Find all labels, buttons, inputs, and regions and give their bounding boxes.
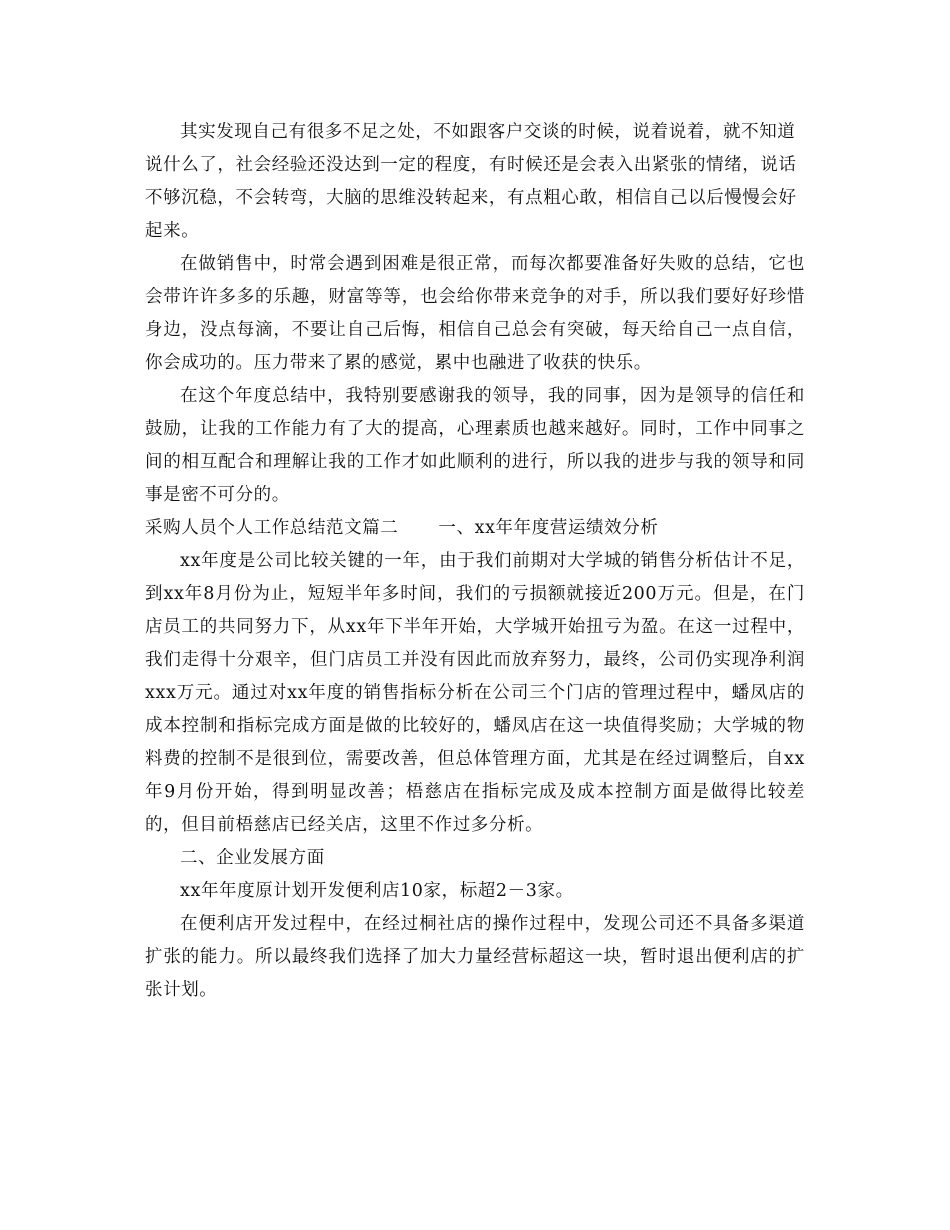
paragraph-expansion: 在便利店开发过程中，在经过桐社店的操作过程中，发现公司还不具备多渠道扩张的能力。所以最终我们选择了加大力量经营标超这一块，暂时退出便利店的扩张计划。 xyxy=(145,914,805,1000)
paragraph-reflection: 其实发现自己有很多不足之处，不如跟客户交谈的时候，说着说着，就不知道说什么了，社会经验还没达到一定的程度，有时候还是会表入出紧张的情绪，说话不够沉稳，不会转弯，大脑的思维没转起来，有点粗心敢，相信自己以后慢慢会好起来。 xyxy=(145,122,797,241)
section-heading xyxy=(145,512,805,545)
paragraph-sales-difficulty: 在做销售中，时常会遇到困难是很正常，而每次都要准备好失败的总结，它也会带许许多多的乐趣，财富等等，也会给你带来竞争的对手，所以我们要好好珍惜身边，没点每滴，不要让自己后悔，相信自己总会有突破，每天给自己一点自信，你会成功的。压力带来了累的感觉，累中也融进了收获的快乐。 xyxy=(145,254,805,373)
subsection-heading-development: 二、企业发展方面 xyxy=(180,848,325,868)
paragraph-gratitude: 在这个年度总结中，我特别要感谢我的领导，我的同事，因为是领导的信任和鼓励，让我的工作能力有了大的提高，心理素质也越来越好。同时，工作中同事之间的相互配合和理解让我的工作才如此顺利的进行，所以我的进步与我的领导和同事是密不可分的。 xyxy=(145,386,805,505)
article-title: 采购人员个人工作总结范文篇二 xyxy=(145,518,399,538)
paragraph-operating-performance: xx年度是公司比较关键的一年，由于我们前期对大学城的销售分析估计不足，到xx年8月份为止，短短半年多时间，我们的亏损额就接近200万元。但是，在门店员工的共同努力下，从xx年下半年开始，大学城开始扭亏为盈。在这一过程中，我们走得十分艰辛，但门店员工并没有因此而放弃努力，最终，公司仍实现净利润xxx万元。通过对xx年度的销售指标分析在公司三个门店的管理过程中，蟠凤店的成本控制和指标完成方面是做的比较好的，蟠凤店在这一块值得奖励；大学城的物料费的控制不是很到位，需要改善，但总体管理方面，尤其是在经过调整后，自xx年9月份开始，得到明显改善；梧慈店在指标完成及成本控制方面是做得比较差的，但目前梧慈店已经关店，这里不作过多分析。 xyxy=(145,551,805,835)
section-title: 一、xx年年度营运绩效分析 xyxy=(438,518,659,538)
paragraph-store-plan: xx年年度原计划开发便利店10家，标超2－3家。 xyxy=(180,881,574,901)
document-body xyxy=(145,116,805,1007)
